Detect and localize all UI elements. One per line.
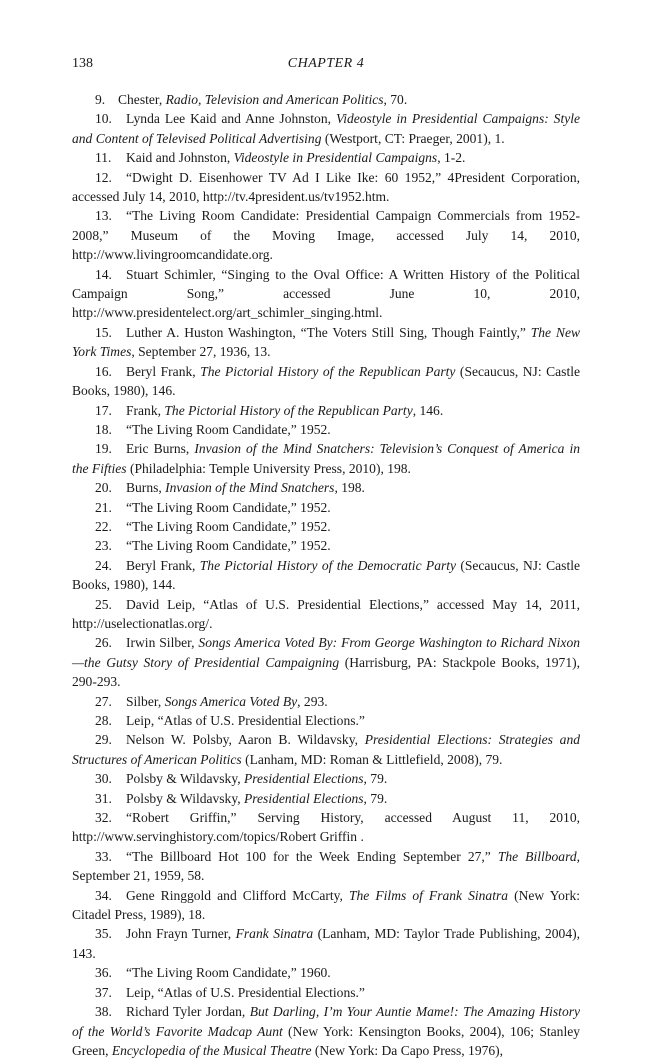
endnote-text: (Westport, CT: Praeger, 2001), 1. — [321, 130, 505, 146]
endnote-text: Eric Burns, — [126, 441, 195, 457]
endnote-text: “Robert Griffin,” Serving History, accessed August 11, 2010, http://www.servinghistory.com/topics/Robert Griffin . — [72, 810, 580, 845]
endnote-text: Kaid and Johnston, — [126, 150, 234, 166]
endnote-text: , September 27, 1936, 13. — [131, 344, 271, 360]
endnote-number: 22. — [95, 518, 112, 534]
endnote — [72, 963, 580, 982]
endnote-text: Leip, “Atlas of U.S. Presidential Elections.” — [126, 713, 365, 728]
endnote — [72, 711, 580, 730]
endnote — [72, 362, 580, 401]
endnote — [72, 478, 580, 497]
chapter-title: CHAPTER 4 — [287, 56, 365, 71]
endnote — [72, 633, 580, 691]
endnote-number: 27. — [95, 693, 112, 709]
endnote-text: Beryl Frank, — [126, 557, 200, 573]
endnote — [72, 556, 580, 595]
endnote — [72, 536, 580, 555]
endnote-number: 19. — [95, 441, 112, 457]
endnote — [72, 109, 580, 148]
endnote-number: 18. — [95, 421, 112, 437]
endnote-number: 28. — [95, 713, 112, 728]
endnote-text: (Secaucus, NJ: Castle Books, 1980), 146. — [72, 363, 580, 399]
endnote-title: Videostyle in Presidential Campaigns — [233, 150, 438, 166]
endnote-title: The Films of Frank Sinatra — [349, 887, 509, 903]
endnote — [72, 401, 580, 420]
endnote-text: Richard Tyler Jordan, — [126, 1004, 250, 1020]
endnote — [72, 789, 580, 808]
endnote-title: Invasion of the Mind Snatchers: Television’s Conquest of America in the Fifties — [72, 441, 580, 476]
endnote-text: Beryl Frank, — [126, 363, 201, 379]
endnote-text: Irwin Silber, — [126, 635, 199, 651]
endnote-text: (Harrisburg, PA: Stackpole Books, 1971), 290-293. — [72, 654, 580, 690]
endnote-text: , 293. — [297, 693, 328, 709]
endnote-text: Lynda Lee Kaid and Anne Johnston, — [126, 111, 336, 127]
endnote-number: 15. — [95, 324, 112, 340]
endnote-number: 32. — [95, 810, 112, 826]
endnote-title: The Pictorial History of the Democratic Party — [199, 557, 457, 573]
endnote-number: 26. — [95, 635, 112, 651]
endnote — [72, 168, 580, 207]
endnote — [72, 498, 580, 517]
endnote-text: (Secaucus, NJ: Castle Books, 1980), 144. — [72, 557, 580, 593]
endnote-number: 20. — [95, 480, 112, 496]
endnote-title: Frank Sinatra — [235, 926, 314, 942]
endnote-title: Presidential Elections: Strategies and Structures of American Politics — [72, 732, 580, 767]
endnote — [72, 1002, 580, 1060]
endnote-text: , 198. — [334, 480, 365, 496]
endnote-text: Gene Ringgold and Clifford McCarty, — [126, 887, 349, 903]
endnote-title: The Pictorial History of the Republican Party — [200, 363, 456, 379]
endnote-title: Encyclopedia of the Musical Theatre — [111, 1042, 312, 1058]
endnote-number: 11. — [95, 150, 112, 166]
endnote-text: , 79. — [363, 790, 388, 806]
endnote — [72, 730, 580, 769]
endnote-text: Luther A. Huston Washington, “The Voters Still Sing, Though Faintly,” — [126, 324, 531, 340]
endnote — [72, 692, 580, 711]
endnote-text: Leip, “Atlas of U.S. Presidential Elections.” — [126, 984, 365, 1000]
endnote-title: Presidential Elections — [244, 771, 364, 787]
endnote-number: 31. — [95, 790, 112, 806]
endnote-number: 37. — [95, 984, 112, 1000]
endnote-number: 13. — [95, 208, 112, 224]
endnote — [72, 439, 580, 478]
endnote-text: “Dwight D. Eisenhower TV Ad I Like Ike: 60 1952,” 4President Corporation, accessed July 14, 2010, http://tv.4president.us/tv1952.htm. — [72, 169, 580, 205]
endnote-text: Polsby & Wildavsky, — [126, 771, 244, 787]
endnote — [72, 323, 580, 362]
endnote-title: Songs America Voted By — [164, 693, 298, 709]
page-number: 138 — [72, 56, 93, 71]
endnote — [72, 420, 580, 439]
endnote — [72, 886, 580, 925]
endnote-number: 10. — [95, 111, 112, 127]
endnote-title: Invasion of the Mind Snatchers — [165, 480, 335, 496]
endnote-title: But Darling, I’m Your Auntie Mame!: The Amazing History of the World’s Favorite Madcap Aunt — [72, 1004, 580, 1039]
endnote-text: John Frayn Turner, — [126, 926, 236, 942]
endnote — [72, 90, 580, 109]
endnote-text: (New York: Da Capo Press, 1976), — [311, 1042, 504, 1058]
endnote — [72, 847, 580, 886]
endnote-number: 29. — [95, 732, 112, 748]
endnote-text: , 1-2. — [437, 150, 466, 166]
endnote-number: 25. — [95, 596, 112, 612]
endnote-text: “The Living Room Candidate,” 1952. — [126, 518, 331, 534]
endnote-number: 9. — [95, 92, 106, 107]
endnote-text: (New York: Citadel Press, 1989), 18. — [72, 887, 580, 923]
endnote-text: Burns, — [126, 480, 166, 496]
endnote-title: Videostyle in Presidential Campaigns: Style and Content of Televised Political Advertising — [72, 111, 581, 146]
endnote — [72, 769, 580, 788]
endnote-number: 17. — [95, 402, 112, 418]
endnote — [72, 265, 580, 323]
endnote-number: 21. — [95, 499, 112, 515]
endnote-text: (Lanham, MD: Roman & Littlefield, 2008), 79. — [241, 751, 503, 767]
endnote-text: (Lanham, MD: Taylor Trade Publishing, 2004), 143. — [72, 926, 580, 961]
endnote-number: 36. — [95, 965, 112, 981]
endnote-text: “The Living Room Candidate,” 1960. — [126, 965, 331, 981]
endnote-number: 33. — [95, 848, 112, 864]
running-header — [72, 56, 580, 74]
endnote-title: The Pictorial History of the Republican Party — [164, 402, 413, 418]
endnote-title: The New York Times — [72, 324, 580, 360]
endnote-number: 34. — [95, 887, 112, 903]
endnote-number: 38. — [95, 1004, 112, 1020]
endnote-text: “The Living Room Candidate,” 1952. — [126, 421, 331, 437]
endnote — [72, 148, 580, 167]
endnote-text: “The Living Room Candidate,” 1952. — [126, 538, 331, 554]
endnote-number: 24. — [95, 557, 112, 573]
endnote-number: 12. — [95, 169, 112, 185]
endnotes-list — [72, 90, 580, 1060]
endnote-title: Presidential Elections — [244, 790, 364, 806]
endnote — [72, 595, 580, 634]
endnote-text: , 146. — [412, 402, 444, 418]
endnote-text: Polsby & Wildavsky, — [126, 790, 244, 806]
endnote-title: Songs America Voted By: From George Washington to Richard Nixon—the Gutsy Story of Presidential Campaigning — [72, 635, 580, 670]
endnote-number: 30. — [95, 771, 112, 787]
endnote-number: 23. — [95, 538, 112, 554]
endnote-text: Nelson W. Polsby, Aaron B. Wildavsky, — [126, 732, 365, 748]
endnote-text: , 70. — [383, 92, 408, 107]
endnote-text: (New York: Kensington Books, 2004), 106; Stanley Green, — [72, 1023, 580, 1058]
endnote-text: Chester, — [118, 92, 166, 107]
endnote — [72, 206, 580, 264]
endnote-number: 16. — [95, 363, 112, 379]
endnote-text: David Leip, “Atlas of U.S. Presidential Elections,” accessed May 14, 2011, http://uselectionatlas.org/. — [72, 596, 580, 631]
endnote-text: Silber, — [126, 693, 165, 709]
endnote-text: “The Living Room Candidate: Presidential Campaign Commercials from 1952-2008,” Museum of the Moving Image, accessed July 14, 2010, http://www.livingroomcandidate.org. — [72, 208, 580, 263]
endnote-text: Stuart Schimler, “Singing to the Oval Office: A Written History of the Political Campaign Song,” accessed June 10, 2010, http://www.presidentelect.org/art_schimler_singing.html. — [72, 266, 580, 321]
endnote-title: The Billboard — [497, 848, 577, 864]
endnote-text: “The Billboard Hot 100 for the Week Ending September 27,” — [126, 848, 498, 864]
endnote-text: Frank, — [126, 402, 165, 418]
endnote-number: 35. — [95, 926, 112, 942]
endnote-title: Radio, Television and American Politics — [165, 92, 384, 107]
endnote — [72, 983, 580, 1002]
endnote-text: , 79. — [363, 771, 388, 787]
endnote-text: (Philadelphia: Temple University Press, 2010), 198. — [126, 460, 411, 476]
endnote — [72, 517, 580, 536]
endnote-number: 14. — [95, 266, 112, 282]
endnote — [72, 808, 580, 847]
endnote — [72, 924, 580, 963]
endnote-text: “The Living Room Candidate,” 1952. — [126, 499, 331, 515]
endnote-text: , September 21, 1959, 58. — [72, 848, 580, 884]
